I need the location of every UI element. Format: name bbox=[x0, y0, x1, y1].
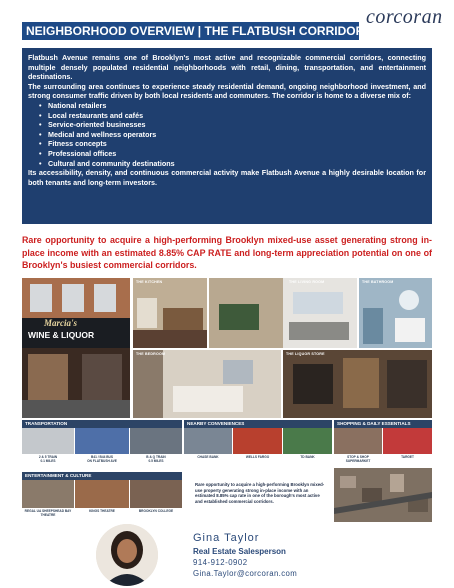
transport-caption: B41 / B44 BUS ON FLATBUSH AVE bbox=[87, 455, 117, 463]
list-item: • Fitness concepts bbox=[42, 139, 426, 149]
list-item: • National retailers bbox=[42, 101, 426, 111]
entertainment-caption: BROOKLYN COLLEGE bbox=[138, 509, 174, 513]
convenience-caption: WELLS FARGO bbox=[245, 455, 270, 459]
agent-portrait bbox=[96, 524, 158, 586]
transport-thumb-train bbox=[130, 428, 182, 454]
list-item: • Professional offices bbox=[42, 149, 426, 159]
living-room-label: THE LIVING ROOM bbox=[289, 280, 325, 284]
liquor-store-illustration bbox=[283, 350, 432, 418]
transport-caption: B & Q TRAIN 0.5 MILES bbox=[146, 455, 166, 463]
bedroom-label: THE BEDROOM bbox=[136, 352, 166, 356]
shopping-header: SHOPPING & DAILY ESSENTIALS bbox=[334, 420, 432, 428]
investment-tagline: Rare opportunity to acquire a high-performing Brooklyn mixed-use asset generating strong in-place income with an estimated 8.85% CAP RATE and long-term appreciation potential on one of Brooklyn's busiest commercial corridors. bbox=[22, 235, 432, 270]
store-sign-script: Marcia's bbox=[44, 318, 78, 328]
agent-avatar bbox=[96, 524, 158, 586]
aerial-photo bbox=[334, 468, 432, 522]
entertainment-caption: REGAL UA SHEEPSHEAD BAY THEATRE bbox=[24, 509, 72, 517]
tenant-mix-list bbox=[42, 101, 426, 168]
convenience-thumb-wells bbox=[233, 428, 282, 454]
liquor-store-label: THE LIQUOR STORE bbox=[286, 352, 325, 356]
page-title: NEIGHBORHOOD OVERVIEW | THE FLATBUSH CORRIDOR bbox=[22, 22, 359, 40]
kitchen-illustration bbox=[133, 278, 207, 348]
overview-paragraph-2: The surrounding area continues to experience steady residential demand, ongoing neighborhood investment, and strong consumer traffic driven by both local residents and commuters. The corridor is home to a diverse mix of: bbox=[28, 81, 426, 101]
shopping-caption: TARGET bbox=[401, 455, 414, 459]
shopping-thumb-stopshop bbox=[334, 428, 382, 454]
list-item: • Service-oriented businesses bbox=[42, 120, 426, 130]
kitchen-label: THE KITCHEN bbox=[136, 280, 163, 284]
entertainment-thumb-regal bbox=[22, 480, 74, 508]
storefront-illustration bbox=[22, 278, 130, 418]
transport-thumb-subway bbox=[22, 428, 74, 454]
transport-caption: 2 & 5 TRAIN 0.1 MILES bbox=[38, 455, 58, 463]
overview-box bbox=[22, 48, 432, 224]
living-room-illustration bbox=[209, 278, 357, 348]
convenience-thumb-td bbox=[283, 428, 332, 454]
agent-phone[interactable]: 914-912-0902 bbox=[193, 558, 248, 567]
shopping-thumb-target bbox=[383, 428, 432, 454]
bathroom-illustration bbox=[359, 278, 432, 348]
entertainment-header: ENTERTAINMENT & CULTURE bbox=[22, 472, 182, 480]
agent-email[interactable]: Gina.Taylor@corcoran.com bbox=[193, 569, 298, 578]
bedroom-photo bbox=[133, 350, 281, 418]
list-item: • Medical and wellness operators bbox=[42, 130, 426, 140]
transport-thumb-bus bbox=[75, 428, 129, 454]
shopping-caption: STOP & SHOP SUPERMARKET bbox=[345, 455, 371, 463]
living-room-photo bbox=[209, 278, 357, 348]
convenience-caption: TD BANK bbox=[300, 455, 315, 459]
entertainment-thumb-college bbox=[130, 480, 182, 508]
corcoran-logo: corcoran bbox=[366, 6, 443, 28]
summary-card-text: Rare opportunity to acquire a high-performing Brooklyn mixed-use property generating strong in-place income with an estimated 8.85% cap rate in one of the borough's most active and established commercial corridors. bbox=[195, 482, 325, 504]
store-sign-main: WINE & LIQUOR bbox=[28, 330, 95, 340]
list-item: • Local restaurants and cafés bbox=[42, 111, 426, 121]
entertainment-thumb-kings bbox=[75, 480, 129, 508]
convenience-thumb-chase bbox=[184, 428, 232, 454]
entertainment-caption: KINGS THEATRE bbox=[89, 509, 115, 513]
aerial-illustration bbox=[334, 468, 432, 522]
list-item: • Cultural and community destinations bbox=[42, 159, 426, 169]
overview-paragraph-3: Its accessibility, density, and continuous commercial activity make Flatbush Avenue a highly desirable location for both tenants and long-term investors. bbox=[28, 168, 426, 187]
transportation-header: TRANSPORTATION bbox=[22, 420, 182, 428]
bathroom-label: THE BATHROOM bbox=[362, 280, 394, 284]
storefront-photo bbox=[22, 278, 130, 418]
convenience-caption: CHASE BANK bbox=[197, 455, 219, 459]
overview-paragraph-1: Flatbush Avenue remains one of Brooklyn's most active and recognizable commercial corridors, connecting multiple densely populated residential neighborhoods with retail, dining, transportation, and entertainment destinations. bbox=[28, 53, 426, 82]
bathroom-photo bbox=[359, 278, 432, 348]
bedroom-illustration bbox=[133, 350, 281, 418]
liquor-store-photo bbox=[283, 350, 432, 418]
agent-name: Gina Taylor bbox=[193, 532, 260, 544]
kitchen-photo bbox=[133, 278, 207, 348]
agent-role: Real Estate Salesperson bbox=[193, 547, 286, 556]
conveniences-header: NEARBY CONVENIENCES bbox=[184, 420, 332, 428]
